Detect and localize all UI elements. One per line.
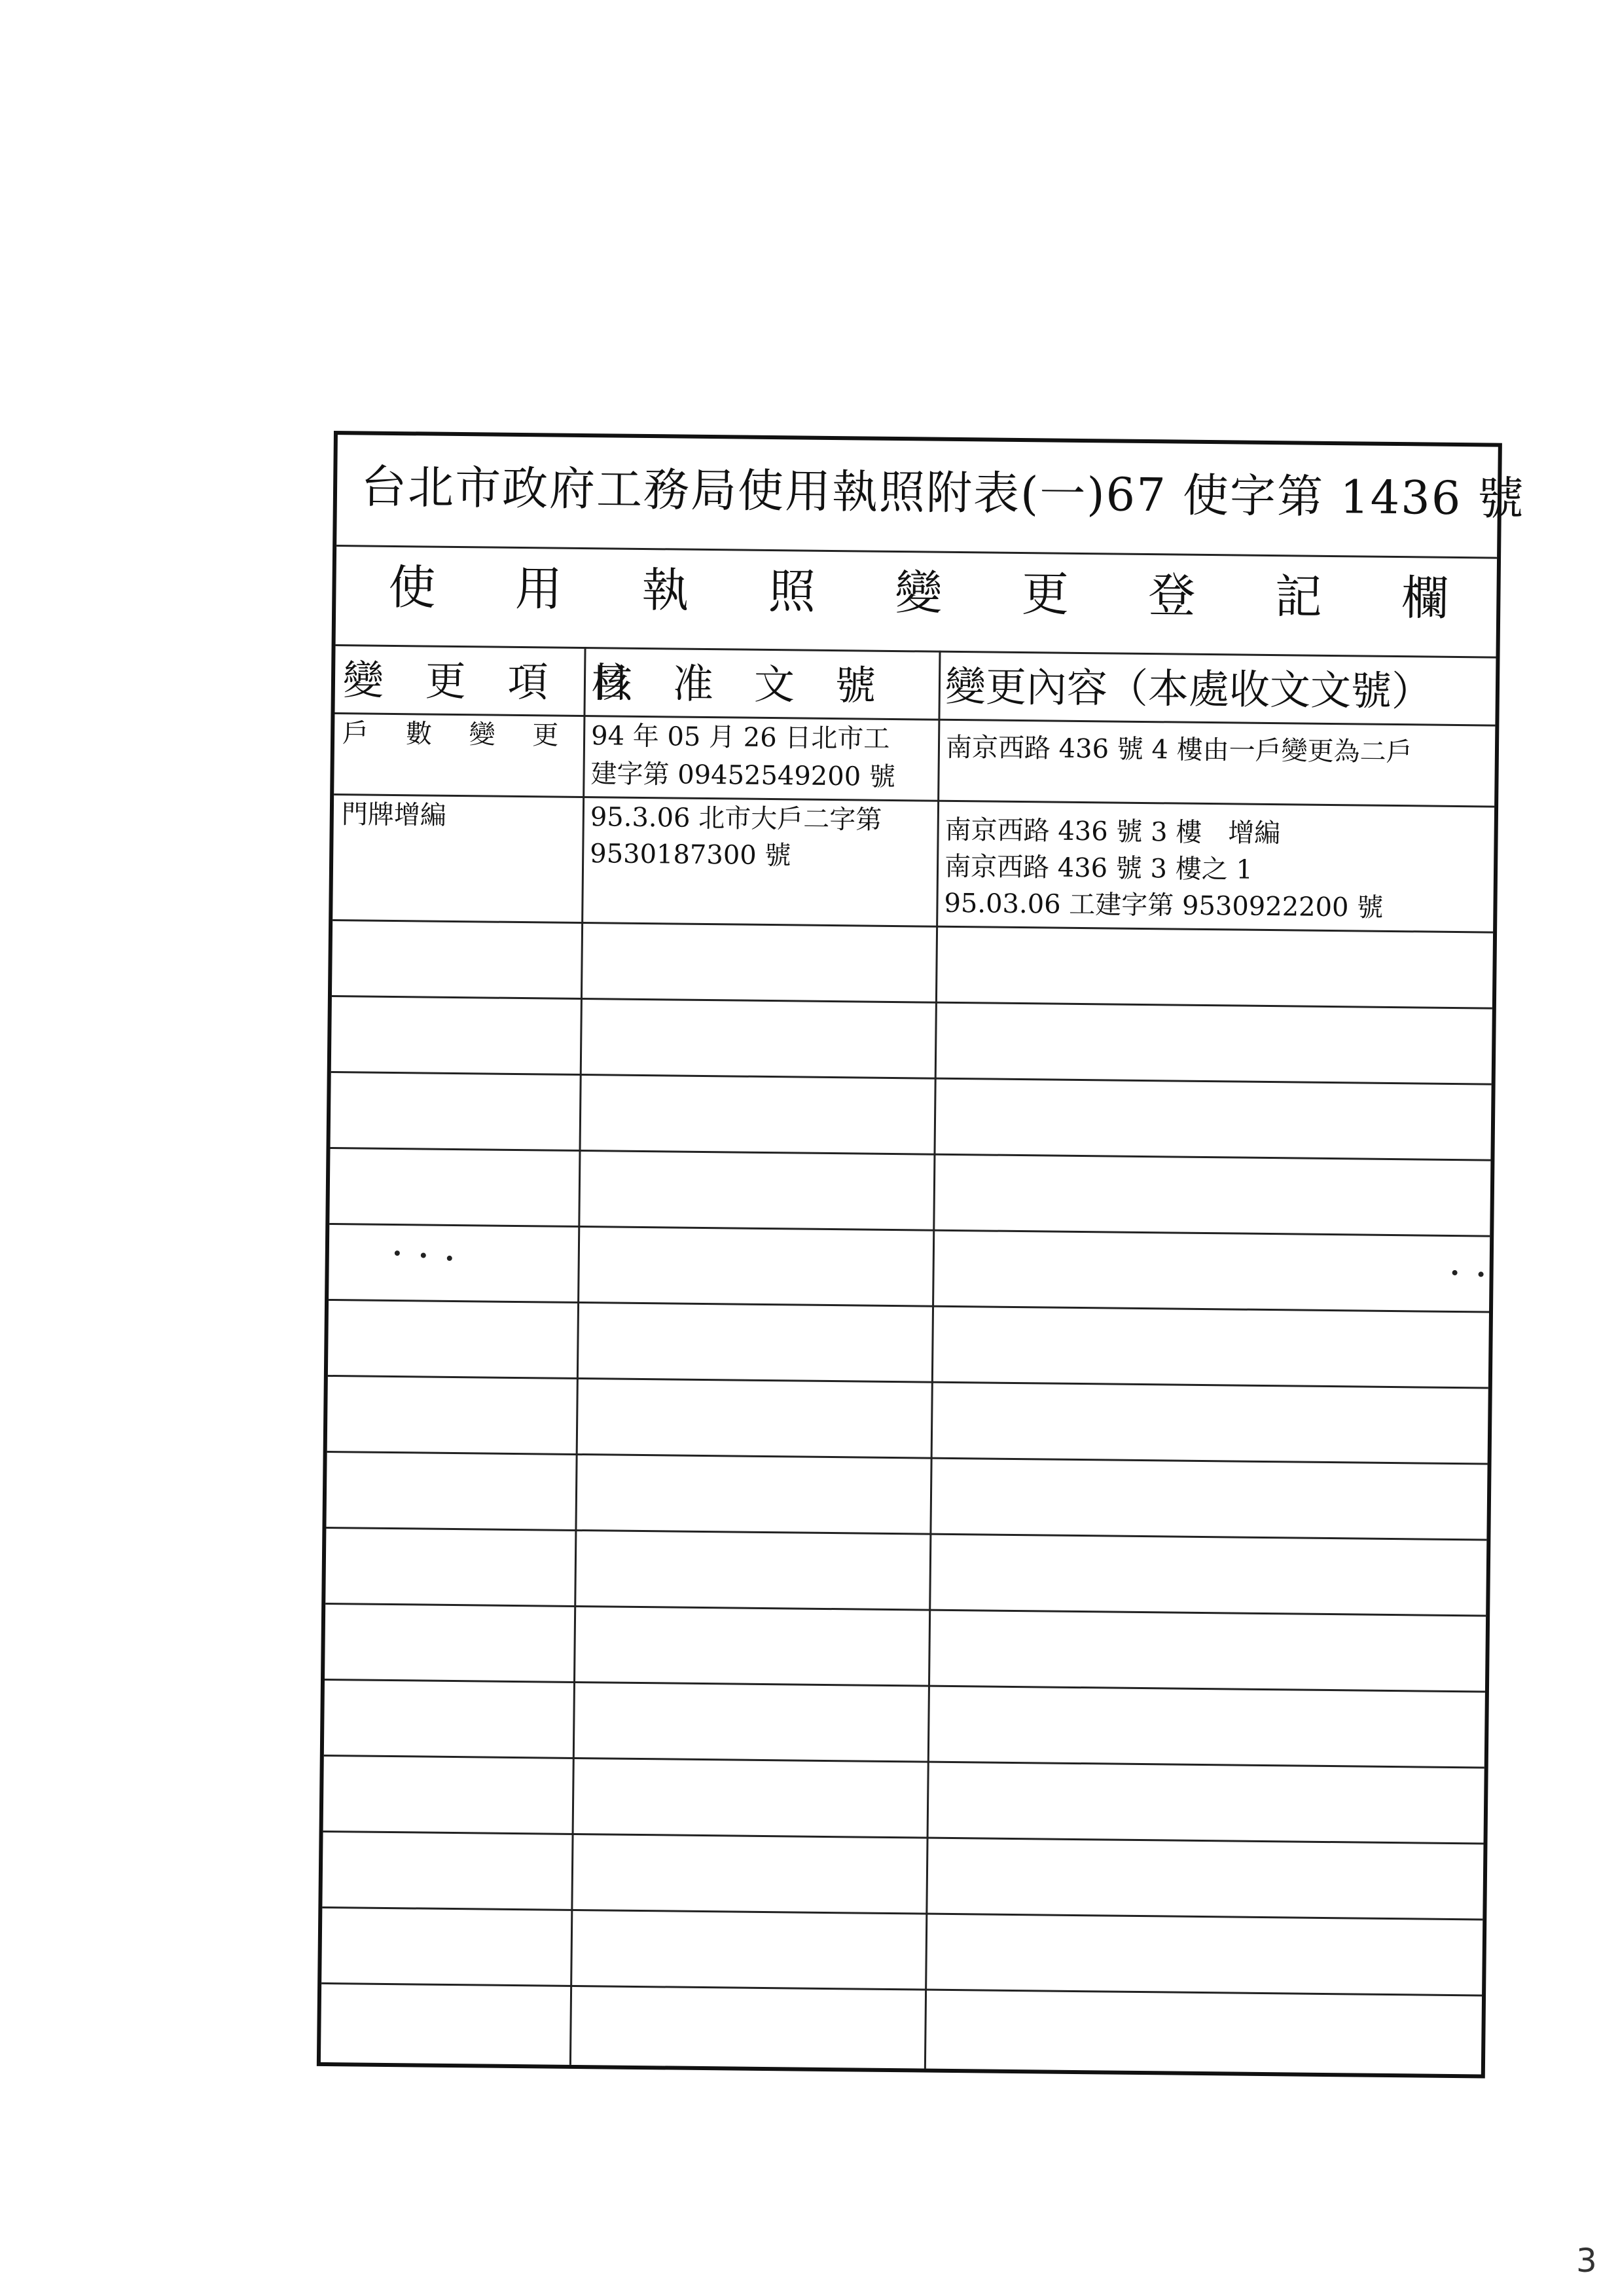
- section-heading-char: 更: [1021, 566, 1070, 622]
- row2-item: 門牌增編: [341, 799, 447, 831]
- row-divider: [325, 1603, 1486, 1617]
- row-divider: [331, 1071, 1492, 1085]
- row-divider: [323, 1831, 1484, 1845]
- section-heading: [362, 554, 1475, 631]
- row2-content-line1: 南京西路 436 號 3 樓 增編: [944, 814, 1281, 849]
- section-heading-char: 記: [1274, 569, 1323, 625]
- column-header-item: 變 更 項 目: [342, 656, 645, 707]
- row1-content-line1: 南京西路 436 號 4 樓由一戶變更為二戶: [945, 732, 1412, 768]
- section-heading-char: 使: [388, 559, 436, 615]
- row2-approval-line2: 9530187300 號: [590, 839, 791, 871]
- section-heading-char: 執: [641, 562, 689, 618]
- row-divider: [321, 1982, 1482, 1997]
- section-heading-char: 照: [768, 563, 816, 619]
- page-number: 3: [1576, 2242, 1597, 2280]
- row-divider: [334, 793, 1494, 808]
- scan-speck: [395, 1250, 400, 1256]
- section-heading-char: 登: [1147, 568, 1196, 623]
- row1-approval-line1: 94 年 05 月 26 日北市工: [590, 721, 890, 754]
- form-title: 台北市政府工務局使用執照附表(一)67 使字第 1436 號: [360, 460, 1526, 526]
- column-divider: [569, 647, 586, 2065]
- scan-speck: [1452, 1270, 1458, 1275]
- row-divider: [331, 1147, 1491, 1161]
- section-heading-char: 用: [514, 560, 563, 617]
- row-divider: [329, 1223, 1490, 1237]
- column-header-approval: 核 准 文 號: [591, 659, 876, 710]
- row-divider: [329, 1299, 1489, 1313]
- row-divider: [322, 1906, 1483, 1921]
- row2-approval-line1: 95.3.06 北市大戶二字第: [590, 802, 882, 835]
- row-divider: [327, 1451, 1488, 1465]
- row-divider: [325, 1679, 1485, 1693]
- section-heading-char: 變: [894, 564, 943, 621]
- column-divider: [924, 651, 941, 2069]
- scan-speck: [1479, 1271, 1484, 1277]
- scan-speck: [421, 1252, 426, 1258]
- row-divider: [326, 1527, 1486, 1541]
- row-divider: [328, 1375, 1488, 1389]
- row1-approval-line2: 建字第 09452549200 號: [590, 759, 896, 793]
- row-divider: [332, 995, 1492, 1010]
- row1-item: 戶 數 變 更: [342, 718, 573, 751]
- section-heading-char: 欄: [1401, 570, 1449, 626]
- row2-content-line2: 南京西路 436 號 3 樓之 1: [944, 851, 1253, 885]
- row2-content-line3: 95.03.06 工建字第 9530922200 號: [944, 888, 1384, 923]
- usage-permit-form: [317, 431, 1526, 2079]
- row-divider: [324, 1755, 1484, 1769]
- column-header-content: 變更內容（本處收文文號）: [944, 662, 1433, 716]
- scan-speck: [447, 1256, 452, 1261]
